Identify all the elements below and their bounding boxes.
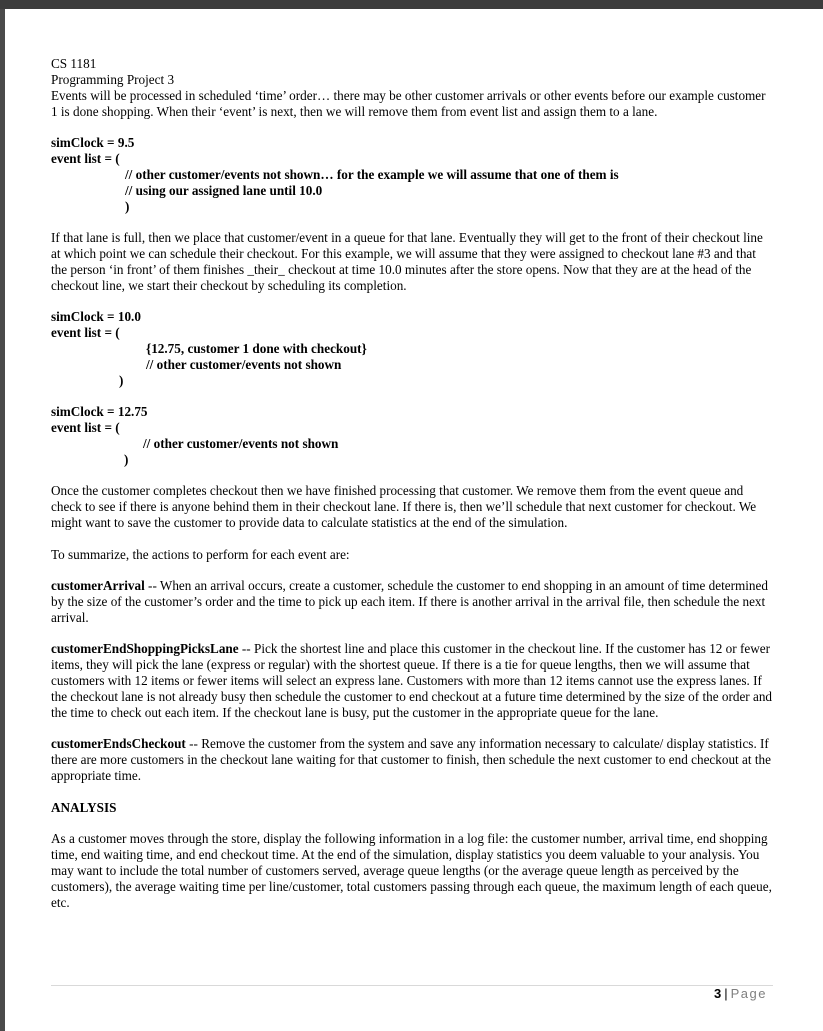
event-list-close-1: ) <box>125 198 130 214</box>
event-list-2-line-2: // other customer/events not shown <box>146 357 342 372</box>
footer-separator: | <box>724 986 728 1001</box>
sim-clock-2: simClock = 10.0 <box>51 309 141 325</box>
event-desc: -- Remove the customer from the system and save any information necessary to calculate/ display statistics. If there are more customers in the checkout lane waiting for that customer to finish, then schedule the next customer to end checkout at the appropriate time. <box>51 736 771 784</box>
event-list-open-2: event list = ( <box>51 325 120 341</box>
sim-clock-1: simClock = 9.5 <box>51 135 135 151</box>
event-list-open-1: event list = ( <box>51 151 120 167</box>
lane-paragraph: If that lane is full, then we place that customer/event in a queue for that lane. Eventually they will get to the front of their checkout line at which point we can schedule their checkout. For this example, we will assume that they were assigned to checkout lane #3 and that the person ‘in front’ of them finishes _their_ checkout at time 10.0 minutes after the store opens. Now that they are at the head of the checkout line, we start their checkout by scheduling its completion. <box>51 230 763 293</box>
course-code: CS 1181 <box>51 56 97 71</box>
window-left-edge <box>0 9 5 1031</box>
window-top-bar <box>0 0 823 9</box>
event-list-1-line-1: // other customer/events not shown… for the example we will assume that one of them is <box>125 166 619 182</box>
event-description-end-shopping <box>51 641 773 721</box>
event-name: customerEndsCheckout <box>51 736 186 752</box>
sim-clock-3: simClock = 12.75 <box>51 404 148 420</box>
event-list-close-3: ) <box>124 452 129 468</box>
event-desc: -- When an arrival occurs, create a customer, schedule the customer to end shopping in an amount of time determined by the size of the customer’s order and the time to pick up each item. If there is another arrival in the arrival file, then schedule the next arrival. <box>51 578 768 625</box>
summary-intro: To summarize, the actions to perform for each event are: <box>51 546 350 562</box>
page-label: Page <box>730 986 767 1001</box>
event-name: customerEndShoppingPicksLane <box>51 641 239 657</box>
event-list-2-line-1: {12.75, customer 1 done with checkout} <box>146 341 367 357</box>
event-list-close-2: ) <box>119 372 124 388</box>
project-title: Programming Project 3 <box>51 71 175 87</box>
event-description-arrival <box>51 578 773 626</box>
event-list-3-line-1: // other customer/events not shown <box>143 436 339 452</box>
analysis-paragraph: As a customer moves through the store, display the following information in a log file: the customer number, arrival time, end shopping time, end waiting time, and end checkout time. At the end of the simulation, display statistics you deem valuable to your analysis. You may want to include the total number of customers served, average queue lengths (or the average queue length as perceived by the customers), the average waiting time per line/customer, total customers passing through each queue, the maximum length of each queue, etc. <box>51 830 772 910</box>
intro-paragraph: Events will be processed in scheduled ‘time’ order… there may be other customer arrivals or other events before our example customer 1 is done shopping. When their ‘event’ is next, then we will remove them from event list and assign them to a lane. <box>51 87 766 119</box>
event-list-open-3: event list = ( <box>51 420 120 436</box>
event-desc: -- Pick the shortest line and place this customer in the checkout line. If the customer has 12 or fewer items, they will pick the lane (express or regular) with the shortest queue. If there is a tie for queue lengths, then we will assume that customers with 12 items or fewer items will select an express lane. Customers with more than 12 items cannot use the express lanes. If the checkout lane is not already busy then schedule the customer to end checkout at a future time determined by the size of the order and the time to check out each item. If the checkout lane is busy, put the customer in the appropriate queue for the lane. <box>51 641 773 720</box>
event-description-ends-checkout <box>51 736 773 784</box>
document-page <box>51 56 773 910</box>
event-list-1-line-2: // using our assigned lane until 10.0 <box>125 182 323 198</box>
footer-divider <box>51 985 773 986</box>
page-number: 3 <box>714 986 722 1001</box>
complete-paragraph: Once the customer completes checkout then we have finished processing that customer. We remove them from the event queue and check to see if there is anyone behind them in their checkout lane. If there is, then we’ll schedule that next customer for checkout. We might want to save the customer to provide data to calculate statistics at the end of the simulation. <box>51 483 757 531</box>
analysis-heading: ANALYSIS <box>51 799 117 815</box>
page-footer <box>714 986 767 1001</box>
event-name: customerArrival <box>51 578 145 594</box>
